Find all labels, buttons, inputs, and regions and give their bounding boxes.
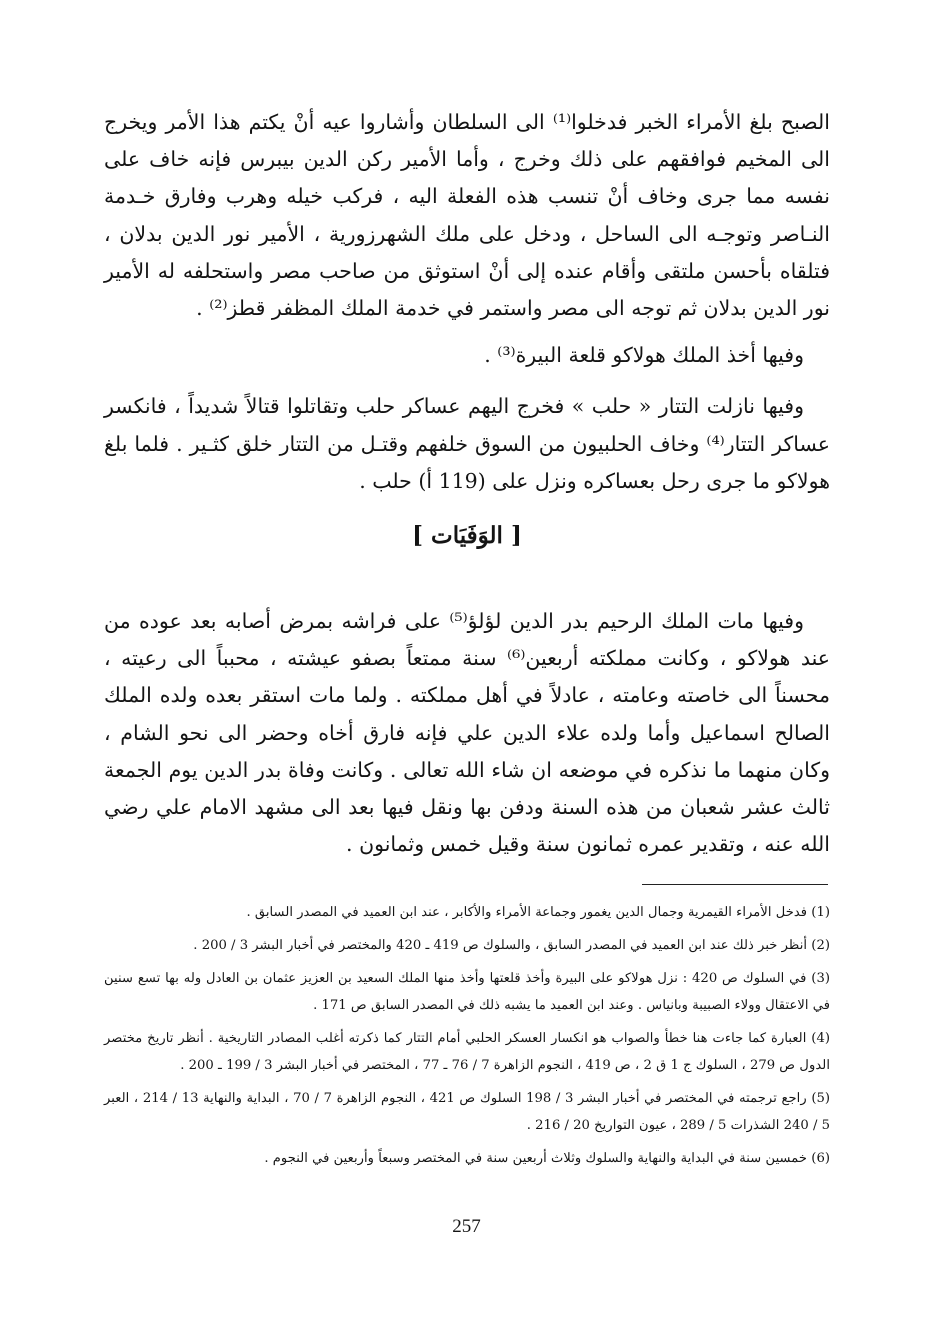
footnote-text: العبارة كما جاءت هنا خطأ والصواب هو انكسار العسكر الحلبي أمام التتار كما ذكرته أغلب المصادر التاريخية . أنظر تاريخ مختصر الدول ص 279 ، السلوك ج 1 ق 2 ، ص 419 ، النجوم الزاهرة 7 / 76 ـ 77 ، المختصر في أخبار البشر 3 / 199 ـ 200 .	[104, 1031, 830, 1073]
footnotes	[104, 899, 830, 1178]
paragraph-escape-of-baybars: الصبح بلغ الأمراء الخبر فدخلوا⁽¹⁾ الى السلطان وأشاروا عيه أنْ يكتم هذا الأمر ويخرج الى المخيم فوافقهم على ذلك وخرج ، وأما الأمير ركن الدين بيبرس فإنه خاف على نفسه مما جرى وخاف أنْ تنسب هذه الفعلة اليه ، فركب خيله وهرب وفارق خـدمة النـاصر وتوجـه الى الساحل ، ودخل على ملك الشهرزورية ، الأمير نور الدين بدلان ، فتلقاه بأحسن ملتقى وأقام عنده إلى أنْ استوثق من صاحب مصر واستحلفه له الأمير نور الدين بدلان ثم توجه الى مصر واستمر في خدمة الملك المظفر قطز⁽²⁾ .	[104, 110, 830, 321]
main-text	[104, 104, 830, 863]
footnote-divider	[642, 884, 828, 885]
footnote-text: خمسين سنة في البداية والنهاية والسلوك وثلاث أربعين سنة في المختصر وسبعاً وأربعين في النجوم .	[264, 1151, 808, 1166]
footnote	[104, 1085, 830, 1139]
section-heading-deaths: [ الوَفَيَات ]	[412, 522, 522, 550]
footnote-text: راجع ترجمته في المختصر في أخبار البشر 3 / 198 السلوك ص 421 ، النجوم الزاهرة 7 / 70 ، البداية والنهاية 13 / 214 ، العبر 5 / 240 الشذرات 5 / 289 ، عيون التواريخ 20 / 216 .	[104, 1091, 830, 1133]
footnote-number: (2)	[811, 938, 830, 953]
paragraph-siege-of-aleppo: وفيها نازلت التتار « حلب » فخرج اليهم عساكر حلب وتقاتلوا قتالاً شديداً ، فانكسر عساكر التتار⁽⁴⁾ وخاف الحلبيون من السوق خلفهم وقتـل من التتار خلق كثـير . فلما بلغ هولاكو ما جرى رحل بعساكره ونزل على (119 أ) حلب .	[104, 394, 830, 493]
footnote	[104, 899, 830, 926]
footnote	[104, 932, 830, 959]
paragraph-death-of-badr-al-din: وفيها مات الملك الرحيم بدر الدين لؤلؤ⁽⁵⁾ على فراشه بمرض أصابه بعد عوده من عند هولاكو ، وكانت مملكته أربعين⁽⁶⁾ سنة ممتعاً بصفو عيشته ، محبباً الى رعيته ، محسناً الى خاصته وعامته ، عادلاً في أهل مملكته . ولما مات استقر بعده ولده الملك الصالح اسماعيل وأما ولده علاء الدين علي فإنه فارق أخاه وحضر الى نحو الشام ، وكان منهما ما نذكره في موضعه ان شاء الله تعالى . وكانت وفاة بدر الدين يوم الجمعة ثالث عشر شعبان من هذه السنة ودفن بها ونقل فيها بعد الى مشهد الامام علي رضي الله عنه ، وتقدير عمره ثمانون سنة وقيل خمس وثمانون .	[104, 609, 830, 857]
footnote-number: (1)	[811, 905, 830, 920]
page-number: 257	[452, 1216, 481, 1237]
footnote	[104, 965, 830, 1019]
footnote-text: فدخل الأمراء القيمرية وجمال الدين يغمور وجماعة الأمراء والأكابر ، عند ابن العميد في المصدر السابق .	[246, 905, 808, 920]
footnote-number: (4)	[811, 1031, 830, 1046]
footnote-number: (3)	[811, 971, 830, 986]
footnote	[104, 1025, 830, 1079]
footnote-number: (6)	[811, 1151, 830, 1166]
paragraph-bira-castle: وفيها أخذ الملك هولاكو قلعة البيرة⁽³⁾ .	[484, 343, 804, 368]
footnote-number: (5)	[811, 1091, 831, 1106]
footnote	[104, 1145, 830, 1172]
paragraph-gap	[104, 374, 830, 388]
footnote-text: أنظر خبر ذلك عند ابن العميد في المصدر السابق ، والسلوك ص 419 ـ 420 والمختصر في أخبار البشر 3 / 200 .	[193, 938, 808, 953]
footnote-text: في السلوك ص 420 : نزل هولاكو على البيرة وأخذ قلعتها وأخذ منها الملك السعيد بن العزيز عثمان بن العادل وله بها تسع سنين في الاعتقال وولاء الصبيبة وبانياس . وعند ابن العميد ما يشبه ذلك في المصدر السابق ص 171 .	[104, 971, 830, 1013]
paragraph-gap	[104, 327, 830, 337]
